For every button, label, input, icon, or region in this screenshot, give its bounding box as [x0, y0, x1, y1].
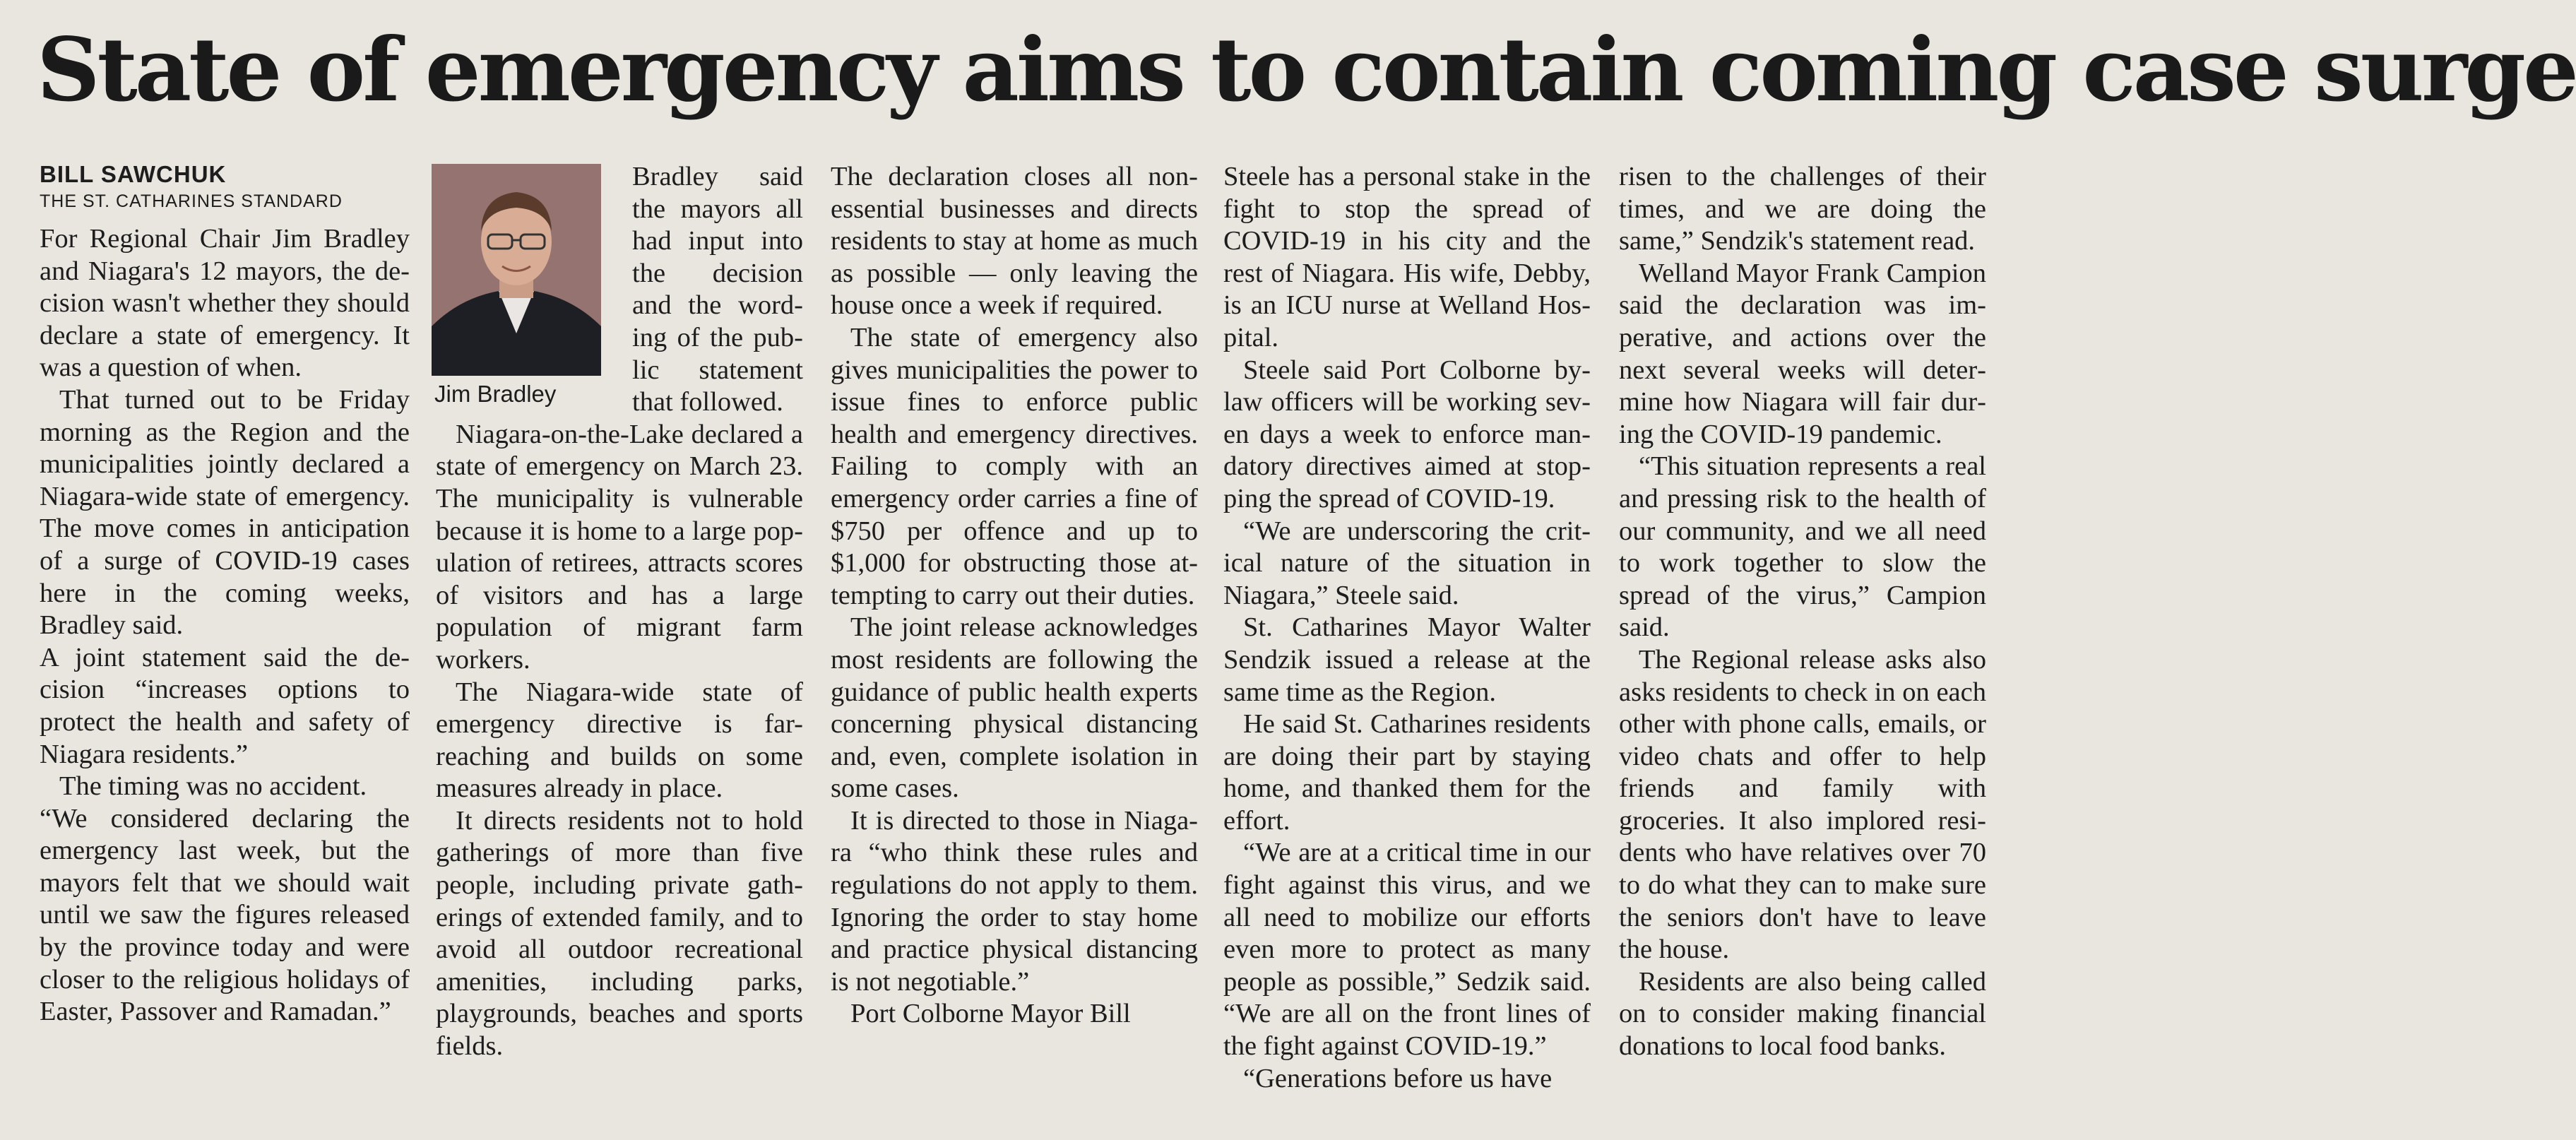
headline: State of emergency aims to contain coming case surge: [37, 19, 2576, 121]
paragraph: The Niagara-wide state of emergency directive is far-reaching and builds on some measures already in place.: [436, 677, 803, 804]
byline: [40, 160, 435, 213]
photo-block: [432, 164, 617, 408]
paragraph: The joint release acknowledges most residents are following the guidance of public health experts concerning physical distancing and, even, complete isolation in some cases.: [831, 612, 1198, 804]
article-column-4: [1223, 161, 1591, 1095]
paragraph: The state of emergency also gives municipalities the power to issue fines to enforce public health and emergency directives. Failing to comply with an emergency order carries a fine of $750 per offence and up to $1,000 for obstructing those attempting to carry out their duties.: [831, 322, 1198, 610]
photo-caption: Jim Bradley: [434, 381, 557, 407]
byline-author: BILL SAWCHUK: [40, 161, 227, 187]
paragraph: The timing was no accident.: [59, 771, 367, 802]
article-column-2: [436, 161, 803, 1063]
article-column-1: [40, 223, 410, 1028]
paragraph: Port Colborne Mayor Bill: [850, 999, 1131, 1029]
paragraph: It is directed to those in Niagara “who think these rules and regulations do not apply to them. Ignoring the order to stay home and practice physical distancing is not negotiable.”: [831, 805, 1198, 997]
paragraph: A joint statement said the decision “increases options to protect the health and safety of Niagara residents.”: [40, 642, 410, 769]
paragraph: Residents are also being called on to consider making financial donations to local food banks.: [1619, 966, 1986, 1062]
paragraph: St. Catharines Mayor Walter Sendzik issued a release at the same time as the Region.: [1223, 612, 1591, 707]
byline-publication: THE ST. CATHARINES STANDARD: [40, 191, 343, 211]
paragraph: That turned out to be Friday morning as the Region and the municipalities jointly declared a Niagara-wide state of emergency. The move comes in anticipation of a surge of COVID-19 cases here in the coming weeks, Bradley said.: [40, 384, 410, 641]
article-column-3: [831, 161, 1198, 1031]
paragraph: The declaration closes all non-essential businesses and directs residents to stay at home as much as possible — only leaving the house once a week if required.: [831, 162, 1198, 321]
paragraph: Steele has a personal stake in the fight to stop the spread of COVID-19 in his city and the rest of Niagara. His wife, Debby, is an ICU nurse at Welland Hospital.: [1223, 162, 1591, 352]
paragraph: “This situation represents a real and pressing risk to the health of our community, and we all need to work together to slow the spread of the virus,” Campion said.: [1619, 451, 1986, 643]
article-column-5: [1619, 161, 1986, 1063]
paragraph: Bradley said the mayors all had input into the decision and the wording of the public statement that followed.: [632, 162, 803, 417]
paragraph: He said St. Catharines residents are doing their part by staying home, and thanked them for the effort.: [1223, 709, 1591, 836]
paragraph: Steele said Port Colborne bylaw officers will be working seven days a week to enforce mandatory directives aimed at stopping the spread of COVID-19.: [1223, 355, 1591, 513]
paragraph: For Regional Chair Jim Bradley and Niagara's 12 mayors, the decision wasn't whether they should declare a state of emergency. It was a question of when.: [40, 224, 410, 383]
paragraph: The Regional release asks also asks residents to check in on each other with phone calls, emails, or video chats and offer to help friends and family with groceries. It also implored residents who have relatives over 70 to do what they can to make sure the seniors don't have to leave the house.: [1619, 644, 1986, 965]
paragraph: risen to the challenges of their times, and we are doing the same,” Sendzik's statement read.: [1619, 162, 1986, 256]
paragraph: “We are at a critical time in our fight against this virus, and we all need to mobilize our efforts even more to protect as many people as possible,” Sedzik said. “We are all on the front lines of the fight against COVID-19.”: [1223, 838, 1591, 1062]
paragraph: Welland Mayor Frank Campion said the declaration was imperative, and actions over the next several weeks will determine how Niagara will fair during the COVID-19 pandemic.: [1619, 258, 1986, 449]
paragraph: “We considered declaring the emergency last week, but the mayors felt that we should wait until we saw the figures released by the province today and were closer to the religious holidays of Easter, Passover and Ramadan.”: [40, 803, 410, 1027]
paragraph: “We are underscoring the critical nature of the situation in Niagara,” Steele said.: [1223, 516, 1591, 610]
paragraph: “Generations before us have: [1243, 1063, 1553, 1093]
paragraph: It directs residents not to hold gatherings of more than five people, including private gatherings of extended family, and to avoid all outdoor recreational amenities, including parks, playgrounds, beaches and sports fields.: [436, 805, 803, 1062]
paragraph: Niagara-on-the-Lake declared a state of emergency on March 23. The municipality is vulnerable because it is home to a large population of retirees, attracts scores of visitors and has a large population of migrant farm workers.: [436, 419, 803, 675]
portrait-photo: [432, 164, 601, 376]
